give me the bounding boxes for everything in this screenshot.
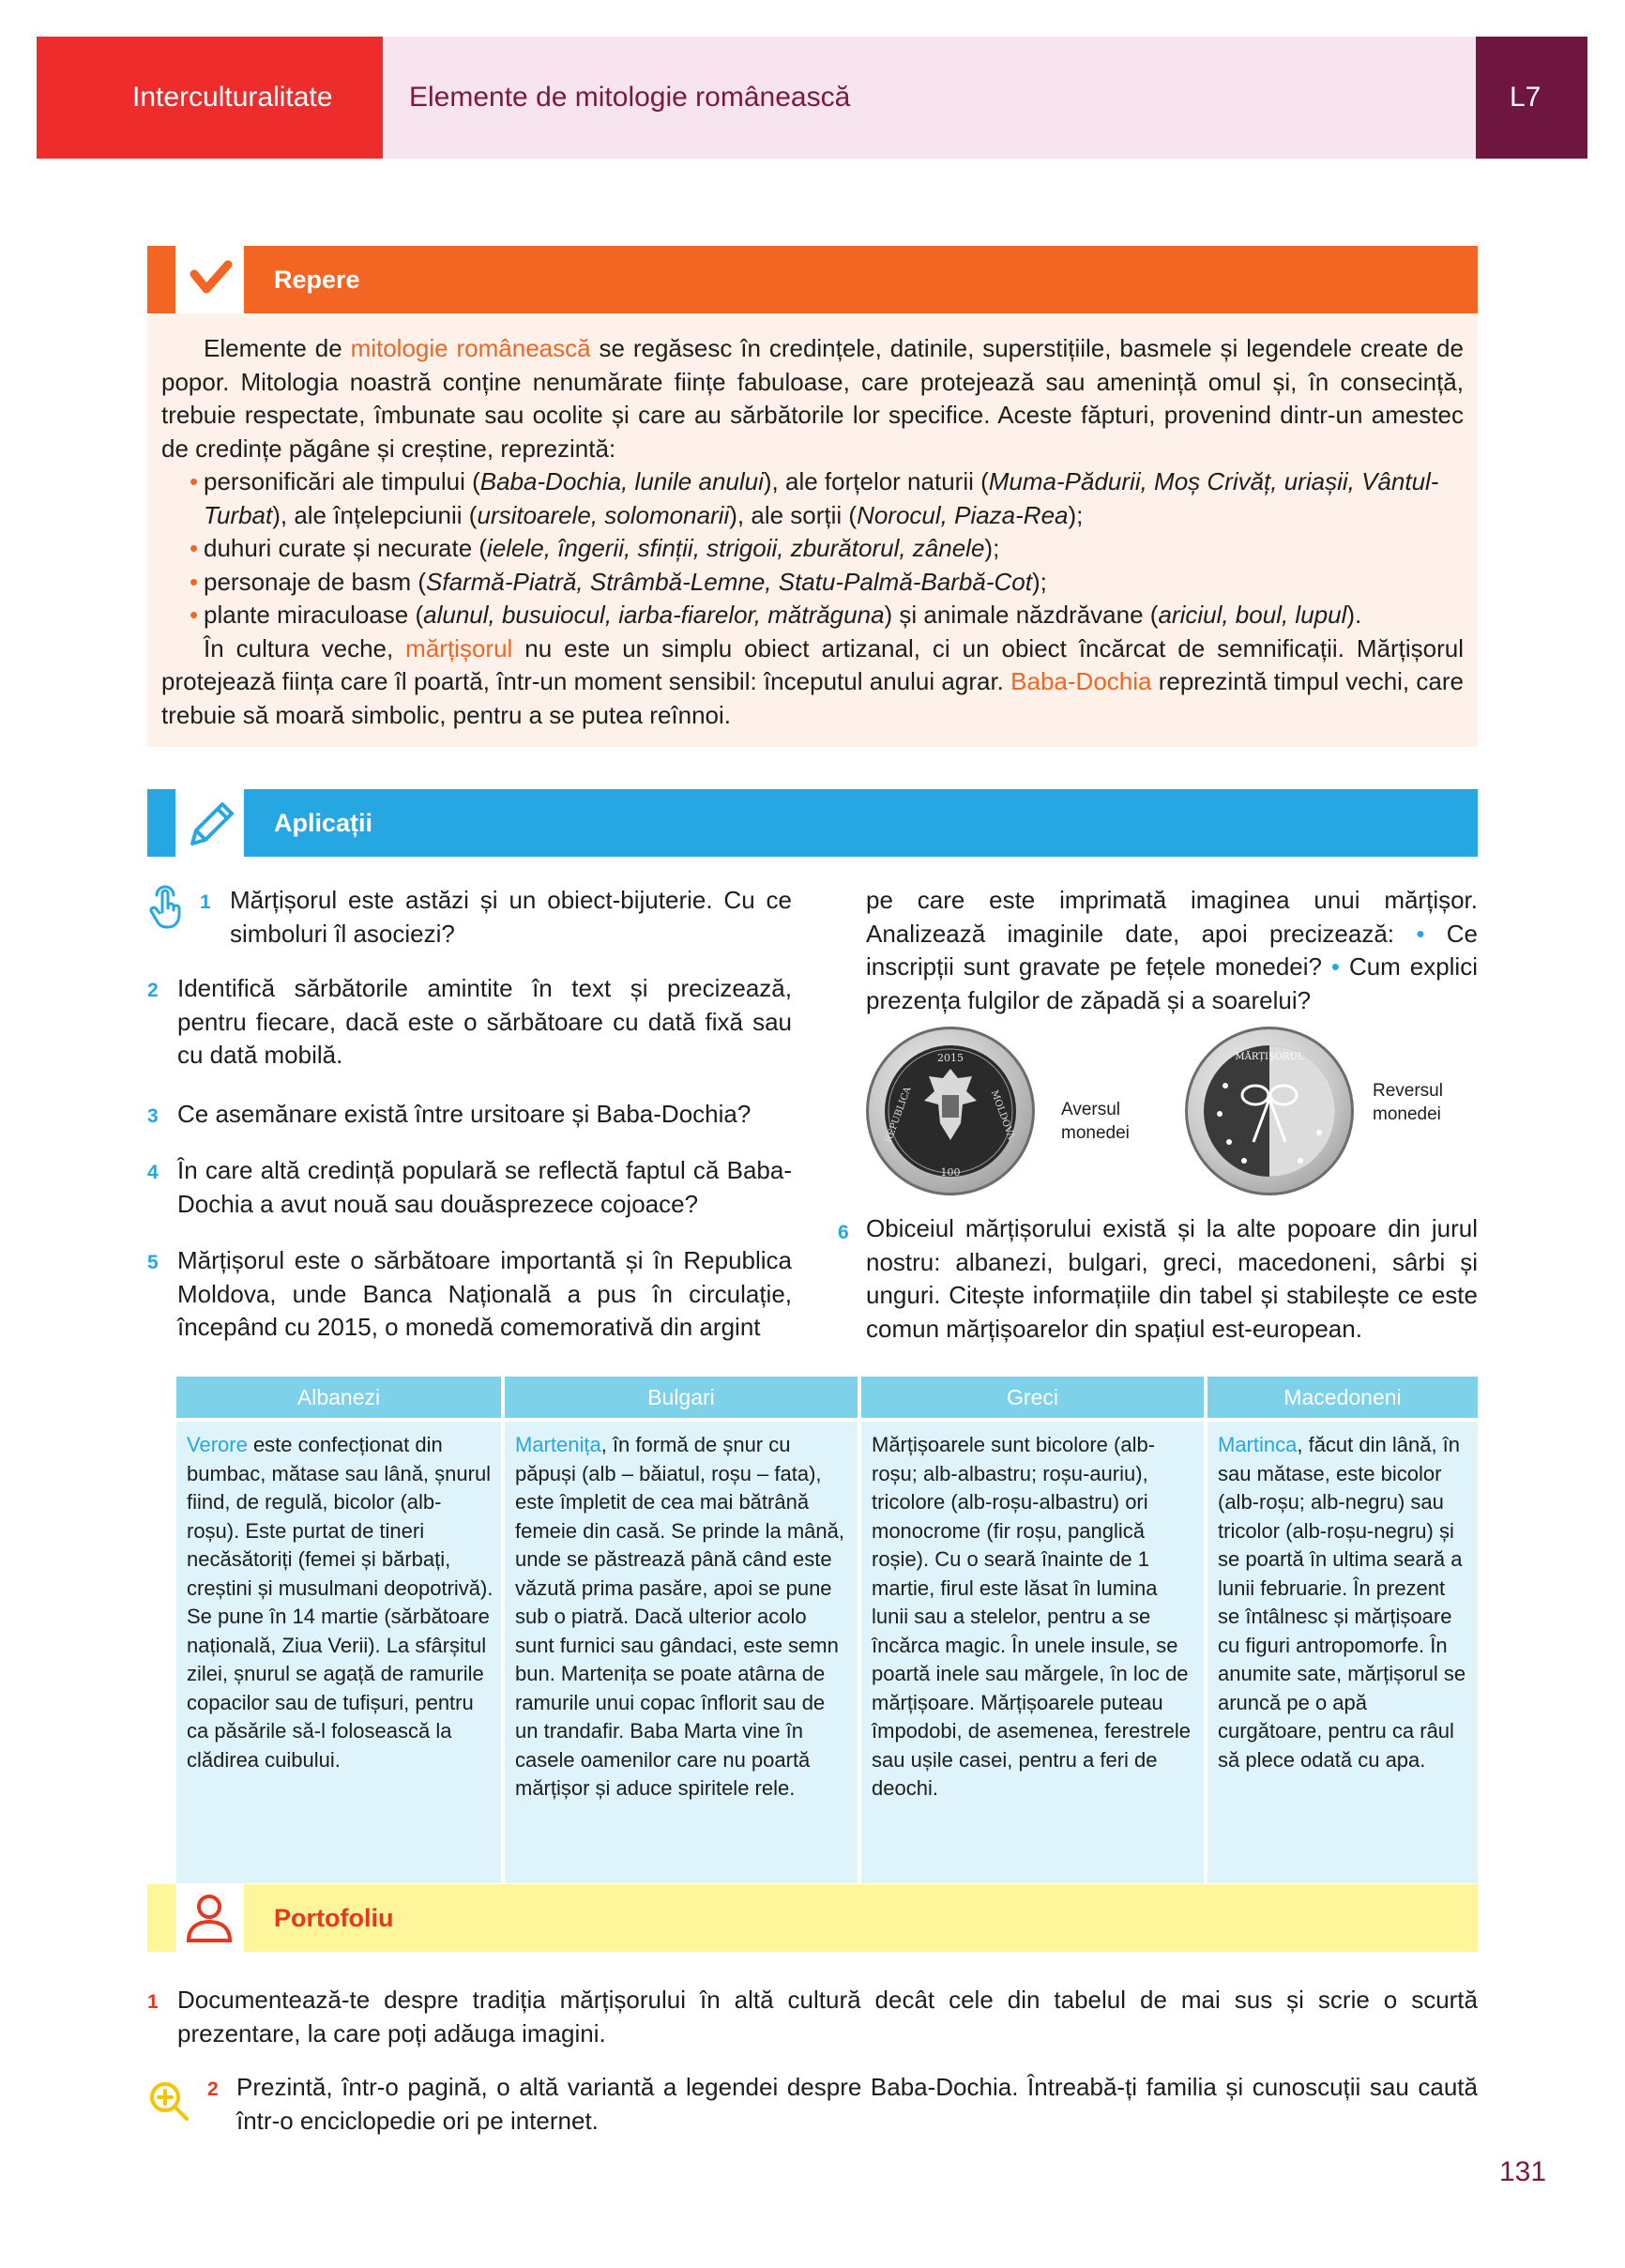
term-martenita: Martenița [515, 1433, 601, 1456]
repere-heading-bar [147, 246, 1478, 313]
term-martinca: Martinca [1218, 1433, 1298, 1456]
repere-box [147, 313, 1478, 747]
list-item: • personaje de basm (Sfarmă-Piatră, Strâmbă-Lemne, Statu-Palmă-Barbă-Cot); [161, 566, 1464, 600]
keyword-baba-dochia: Baba-Dochia [1010, 667, 1152, 695]
table-header: Greci [861, 1377, 1204, 1418]
list-item: • duhuri curate și necurate (ielele, îngerii, sfinții, strigoii, zburătorul, zânele); [161, 532, 1464, 566]
exercise-number: 6 [838, 1222, 849, 1243]
table-cell: Mărțișoarele sunt bicolore (alb-roșu; alb-albastru; roșu-auriu), tricolore (alb-roșu-albastru) ori monocrome (fir roșu, panglică roșie). Cu o seară înainte de 1 martie, firul este lăsat în lumina lunii sau a stelelor, pentru a se încărca magic. În unele insule, se poartă inele sau mărgele, în loc de mărțișoare. Mărțișoarele puteau împodobi, de asemenea, ferestrele sau ușile casei, pentru a feri de deochi. [861, 1422, 1204, 1883]
coin-right-inscription: MOLDOVA [988, 1088, 1016, 1141]
martisor-comparison-table [176, 1377, 1478, 1883]
portofoliu-heading: Portofoliu [274, 1904, 394, 1932]
header-section-label: Interculturalitate [132, 82, 333, 113]
keyword-martisorul: mărțișorul [405, 633, 513, 662]
portofoliu-heading-bar [147, 1884, 1478, 1952]
exercises-left-column [147, 884, 804, 1409]
portofoliu-tasks [147, 1984, 1478, 2143]
coin-reverse-inscription: MĂRȚIȘORUL [1235, 1052, 1304, 1062]
pencil-icon [175, 789, 244, 857]
person-icon [175, 1884, 244, 1952]
header-title: Elemente de mitologie românească [409, 82, 851, 113]
aplicatii-heading-bar [147, 789, 1478, 857]
repere-list [161, 465, 1464, 632]
coin-left-inscription: REPUBLICA [883, 1085, 914, 1145]
exercise-number: 2 [147, 980, 159, 1001]
coin-value: 100 [940, 1166, 961, 1179]
coin-reverse-caption: Reversul monedei [1373, 1081, 1443, 1124]
aplicatii-heading: Aplicații [274, 809, 373, 837]
lesson-badge [1476, 37, 1587, 159]
exercises-right-column [838, 884, 1478, 1353]
repere-paragraph-2: În cultura veche, mărțișorul nu este un simplu obiect artizanal, ci un obiect încărcat de semnificații. Mărțișorul protejează ființa care îl poartă, într-un moment sensibil: începutul anului agrar. Baba-Dochia reprezintă timpul vechi, care trebuie să moară simbolic, pentru a se putea reînnoi. [161, 633, 1465, 729]
keyword-mitologie: mitologie românească [350, 334, 591, 362]
exercise-number: 1 [200, 891, 211, 913]
exercise-number: 5 [147, 1252, 159, 1273]
portofoliu-task-1: Documentează-te despre tradiția mărțișorului în altă cultură decât cele din tabelul de mai sus și scrie o scurtă prezentare, la care poți adăuga imagini. [177, 1986, 1478, 2047]
exercise-5-continuation: pe care este imprimată imaginea unui mărțișor. Analizează imaginile date, apoi precizează: • Ce inscripții sunt gravate pe fețele monedei? • Cum explici prezența fulgilor de zăpadă și a soarelui? [866, 886, 1479, 1014]
term-verore: Verore [187, 1433, 248, 1456]
exercise-5: Mărțișorul este o sărbătoare importantă și în Republica Moldova, unde Banca Națională a pus în circulație, începând cu 2015, o monedă comemorativă din argint [177, 1246, 792, 1341]
table-header: Macedoneni [1207, 1377, 1478, 1418]
exercise-3: Ce asemănare există între ursitoare și Baba-Dochia? [177, 1100, 752, 1128]
zoom-in-icon [147, 2079, 190, 2123]
task-number: 2 [207, 2078, 219, 2100]
exercise-6: Obiceiul mărțișorului există și la alte popoare din jurul nostru: albanezi, bulgari, greci, macedoneni, sârbi și unguri. Citește informațiile din tabel și stabilește ce este comun mărțișoarelor din spațiul est-european. [866, 1214, 1478, 1343]
exercise-number: 3 [147, 1105, 159, 1127]
coin-year: 2015 [937, 1052, 964, 1064]
table-header: Albanezi [176, 1377, 501, 1418]
coin-obverse-image [866, 1027, 1035, 1195]
coin-reverse-image [1185, 1027, 1354, 1195]
list-item: • plante miraculoase (alunul, busuiocul, iarba-fiarelor, mătrăguna) și animale năzdrăvane (ariciul, boul, lupul). [161, 599, 1464, 632]
coin-obverse-caption: Aversul monedei [1061, 1100, 1130, 1143]
page-number: 131 [1499, 2156, 1547, 2187]
repere-heading: Repere [274, 266, 360, 294]
header-title-bar [383, 37, 1476, 159]
portofoliu-task-2: Prezintă, într-o pagină, o altă variantă a legendei despre Baba-Dochia. Întreabă-ți familia și cunoscuții sau caută într-o enciclopedie ori pe internet. [236, 2073, 1478, 2135]
checkmark-icon [175, 246, 244, 313]
lesson-label: L7 [1510, 82, 1541, 113]
list-item: • personificări ale timpului (Baba-Dochia, lunile anului), ale forțelor naturii (Muma-Pădurii, Moș Crivăț, uriașii, Vântul-Turbat), ale înțelepciunii (ursitoarele, solomonarii), ale sorții (Norocul, Piaza-Rea); [161, 465, 1464, 532]
task-number: 1 [147, 1991, 159, 2013]
table-cell: Martinca, făcut din lână, în sau mătase, este bicolor (alb-roșu; alb-negru) sau tricolor (alb-roșu-negru) și se poartă în ultima seară a lunii februarie. În prezent se întâlnesc și mărțișoare cu figuri antropomorfe. În anumite sate, mărțișorul se aruncă pe o apă curgătoare, pentru ca râul să plece odată cu apa. [1207, 1422, 1478, 1883]
exercise-2: Identifică sărbătorile amintite în text și precizează, pentru fiecare, dacă este o sărbătoare cu dată fixă sau cu dată mobilă. [177, 974, 792, 1069]
table-header: Bulgari [505, 1377, 858, 1418]
repere-text [161, 332, 1464, 732]
exercise-4: În care altă credință populară se reflectă faptul că Baba-Dochia a avut nouă sau douăsprezece cojoace? [177, 1156, 792, 1218]
table-cell: Martenița, în formă de șnur cu păpuși (alb – băiatul, roșu – fata), este împletit de cea mai bătrână femeie din casă. Se prinde la mână, unde se păstrează până când este văzută prima pasăre, apoi se pune sub o piatră. Dacă ulterior acolo sunt furnici sau gândaci, este semn bun. Martenița se poate atârna de ramurile unui copac înflorit sau de un trandafir. Baba Marta vine în casele oamenilor care nu poartă mărțișor și aduce spiritele rele. [505, 1422, 858, 1883]
exercise-number: 4 [147, 1162, 159, 1183]
header-section-tab [37, 37, 383, 159]
repere-paragraph-1: Elemente de mitologie românească se regăsesc în credințele, datinile, superstițiile, basmele și legendele create de popor. Mitologia noastră conține nenumărate ființe fabuloase, care protejează sau amenință omul și, în consecință, trebuie respectate, îmbunate sau ocolite și care au sărbătorile lor specifice. Aceste făpturi, provenind dintr-un amestec de credințe păgâne și creștine, reprezintă: [161, 334, 1464, 463]
exercise-1: Mărțișorul este astăzi și un obiect-bijuterie. Cu ce simboluri îl asociezi? [230, 886, 792, 948]
table-cell: Verore este confecționat din bumbac, mătase sau lână, șnurul fiind, de regulă, bicolor (alb-roșu). Este purtat de tineri necăsătoriți (femei și bărbați, creștini și musulmani deopotrivă). Se pune în 14 martie (sărbătoare națională, Ziua Verii). La sfârșitul zilei, șnurul se agață de ramurile copacilor sau de tufișuri, pentru ca păsările să-l folosească la clădirea cuibului. [176, 1422, 501, 1883]
